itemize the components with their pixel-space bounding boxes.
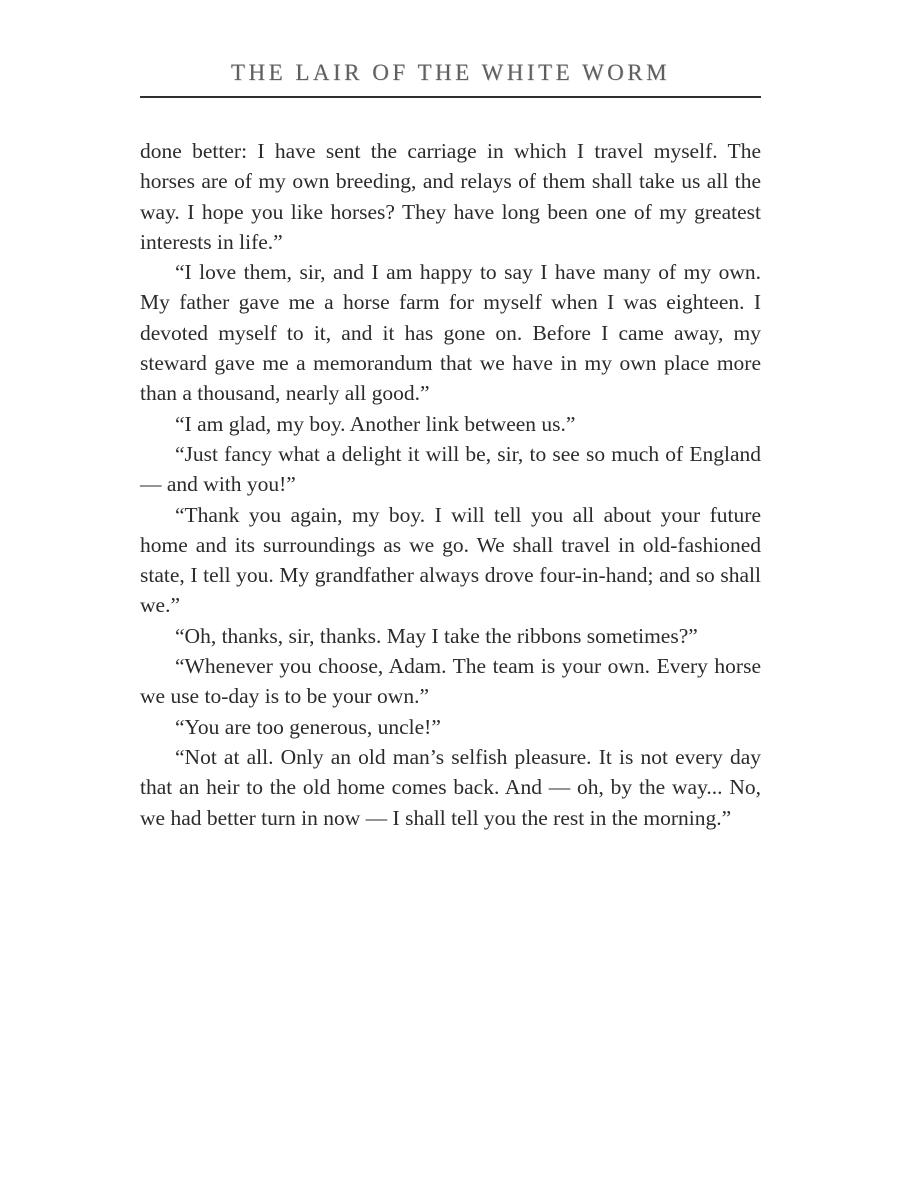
- paragraph: “Whenever you choose, Adam. The team is your own. Every horse we use to-day is to be your own.”: [140, 654, 761, 709]
- paragraph: “Thank you again, my boy. I will tell you all about your future home and its surroundings as we go. We shall travel in old-fashioned state, I tell you. My grandfather always drove four-in-hand; and so shall we.”: [140, 502, 761, 618]
- body-text: [140, 136, 761, 833]
- paragraph: done better: I have sent the carriage in which I travel myself. The horses are of my own breeding, and relays of them shall take us all the way. I hope you like horses? They have long been one of my greatest interests in life.”: [140, 139, 761, 254]
- paragraph: “I love them, sir, and I am happy to say I have many of my own. My father gave me a horse farm for myself when I was eighteen. I devoted myself to it, and it has gone on. Before I came away, my steward gave me a memorandum that we have in my own place more than a thousand, nearly all good.”: [140, 260, 761, 406]
- header-rule: [140, 96, 761, 98]
- paragraph: “Not at all. Only an old man’s selfish pleasure. It is not every day that an heir to the old home comes back. And — oh, by the way... No, we had better turn in now — I shall tell you the rest in the morning.”: [140, 744, 761, 830]
- paragraph: “Oh, thanks, sir, thanks. May I take the ribbons sometimes?”: [175, 623, 698, 648]
- page-content: [140, 60, 761, 833]
- paragraph: “You are too generous, uncle!”: [175, 714, 441, 739]
- running-header-title: THE LAIR OF THE WHITE WORM: [230, 60, 671, 85]
- paragraph: “Just fancy what a delight it will be, sir, to see so much of England — and with you!”: [140, 441, 761, 497]
- paragraph: “I am glad, my boy. Another link between us.”: [175, 411, 576, 436]
